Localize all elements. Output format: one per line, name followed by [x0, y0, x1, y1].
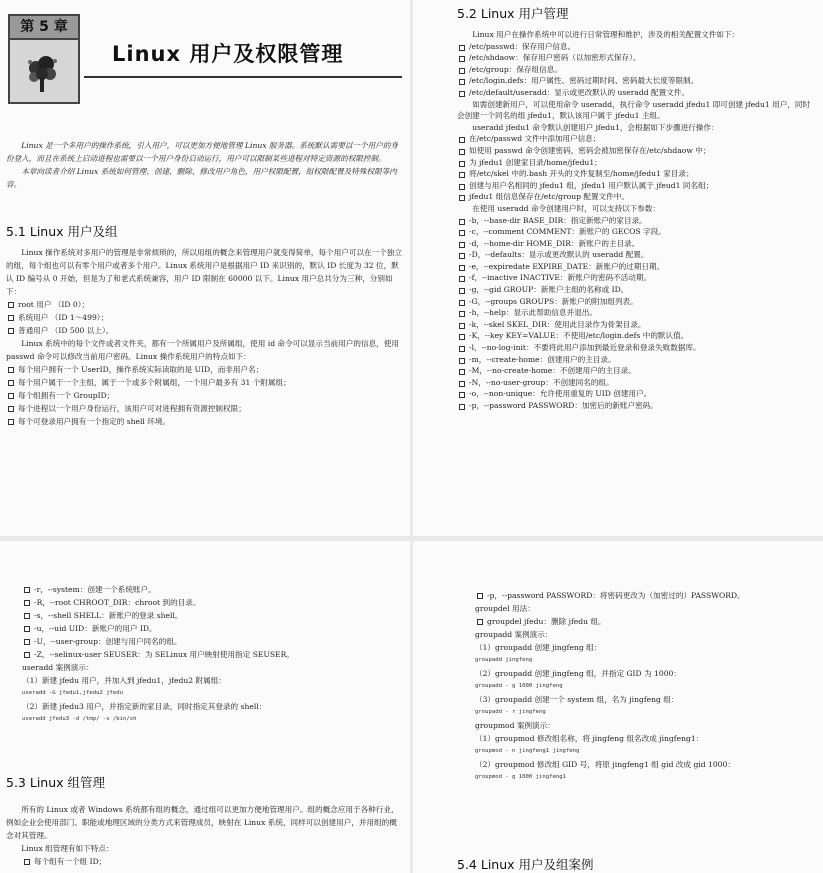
list-item: 每个用户属于一个主组，属于一个或多个附属组，一个用户最多有 31 个附属组；: [6, 376, 404, 389]
example-caption: （2）groupadd 创建 jingfeng 组，并指定 GID 为 1000：: [475, 669, 681, 678]
paragraph: Linux 组管理有如下特点：: [21, 844, 114, 853]
abstract-paragraph: 本章向读者介绍 Linux 系统如何管理、创建、删除、修改用户角色，用户权限配置，组权限配置及特殊权限等内容。: [6, 167, 397, 189]
list-item: -l，--no-log-init：不要将此用户添加到最近登录和登录失败数据库。: [457, 342, 817, 354]
list-item: -b，--base-dir BASE_DIR：指定新账户的家目录。: [457, 215, 817, 227]
code-line: groupadd - g 1000 jingfeng: [475, 683, 563, 689]
list-item: -p，--password PASSWORD：加密后的新账户密码。: [457, 400, 817, 412]
list-item: /etc/group：保存组信息。: [457, 64, 817, 76]
list-item: 每个用户拥有一个 UserID，操作系统实际读取的是 UID，而非用户名；: [6, 363, 404, 376]
groupadd-title: groupadd 案例演示：: [475, 630, 553, 639]
example-caption: （2）新建 jfedu3 用户，并指定新的家目录，同时指定其登录的 shell：: [22, 702, 267, 711]
code-line: useradd jfedu3 -d /tmp/ -s /bin/sh: [22, 716, 137, 722]
section-5-3-body: [6, 803, 404, 868]
user-types-list: [6, 298, 404, 337]
list-item: 系统用户 （ID 1～499）；: [6, 311, 404, 324]
section-5-1-body: [6, 246, 404, 428]
useradd-params-list: [22, 583, 404, 661]
list-item: -G，--groups GROUPS：新账户的附加组列表。: [457, 296, 817, 308]
abstract-paragraph: Linux 是一个多用户的操作系统，引入用户，可以更加方便地管理 Linux 服务器。系统默认需要以一个用户的身份登入，而且在系统上启动进程也需要以一个用户身份启动运行，用户可以限制某些进程对特定资源的权限控制。: [6, 141, 399, 163]
code-line: groupmod - n jingfeng1 jingfeng: [475, 748, 580, 754]
code-line: useradd -G jfedu1,jfedu2 jfedu: [22, 690, 124, 696]
paragraph: Linux 系统中的每个文件或者文件夹，都有一个所属用户及所属组，使用 id 命令可以显示当前用户的信息，使用 passwd 命令可以修改当前用户密码。Linux 操作系统用户的特点如下：: [6, 339, 399, 361]
list-item: 每个组有一个组 ID；: [22, 855, 404, 868]
list-item: /etc/default/useradd：显示或更改默认的 useradd 配置文件。: [457, 87, 817, 99]
example-caption: （1）groupmod 修改组名称，将 jingfeng 组名改成 jingfeng1：: [475, 734, 704, 743]
example-caption: （3）groupadd 创建一个 system 组，名为 jingfeng 组：: [475, 695, 679, 704]
section-5-2-body: [457, 29, 817, 412]
list-item: 每个进程以一个用户身份运行，该用户可对进程拥有资源控制权限；: [6, 402, 404, 415]
section-heading-5-3: 5.3 Linux 组管理: [6, 775, 106, 790]
list-item: -k，--skel SKEL_DIR：使用此目录作为骨架目录。: [457, 319, 817, 331]
list-item: 将/etc/skel 中的.bash 开头的文件复制至/home/jfedu1 家目录；: [457, 168, 817, 180]
list-item: -r，--system：创建一个系统账户。: [22, 583, 404, 596]
list-item: jfedu1 组信息保存在/etc/group 配置文件中。: [457, 191, 817, 203]
param-list: [475, 589, 815, 602]
list-item: -K，--key KEY=VALUE：不使用/etc/login.defs 中的默认值。: [457, 330, 817, 342]
chapter-rule: [84, 76, 402, 78]
list-item: 每个组拥有一个 GroupID；: [6, 389, 404, 402]
config-files-list: [457, 41, 817, 99]
list-item: -D，--defaults：显示或更改默认的 useradd 配置。: [457, 249, 817, 261]
paragraph: Linux 用户在操作系统中可以进行日常管理和维护，涉及的相关配置文件如下：: [472, 30, 740, 39]
list-item: -u，--uid UID：新账户的用户 ID。: [22, 622, 404, 635]
list-item: root 用户 （ID 0）；: [6, 298, 404, 311]
page-2: [413, 0, 823, 536]
list-item: -s，--shell SHELL：新账户的登录 shell。: [22, 609, 404, 622]
code-line: groupadd jingfeng: [475, 657, 533, 663]
list-item: -f，--inactive INACTIVE：新账户的密码不活动期。: [457, 272, 817, 284]
list-item: 在/etc/passwd 文件中添加用户信息；: [457, 133, 817, 145]
list-item: -o，--non-unique：允许使用重复的 UID 创建用户。: [457, 388, 817, 400]
list-item: -Z，--selinux-user SEUSER：为 SELinux 用户映射使用指定 SEUSER。: [22, 648, 404, 661]
list-item: -e，--expiredate EXPIRE_DATE：新账户的过期日期。: [457, 261, 817, 273]
section-heading-5-1: 5.1 Linux 用户及组: [6, 224, 118, 239]
list-item: -p，--password PASSWORD：将密码更改为（加密过的）PASSWORD。: [475, 589, 815, 602]
example-caption: （1）groupadd 创建 jingfeng 组：: [475, 643, 602, 652]
list-item: -R，--root CHROOT_DIR：chroot 到的目录。: [22, 596, 404, 609]
demo-title: useradd 案例演示：: [22, 663, 94, 672]
list-item: /etc/shdaow：保存用户密码（以加密形式保存）。: [457, 52, 817, 64]
example-caption: （1）新建 jfedu 用户，并加入到 jfedu1，jfedu2 附属组：: [22, 676, 226, 685]
chapter-title: Linux 用户及权限管理: [112, 42, 344, 66]
code-line: groupmod - g 1000 jingfeng1: [475, 774, 566, 780]
groupmod-title: groupmod 案例演示：: [475, 721, 555, 730]
groupdel-title: groupdel 用法：: [475, 604, 535, 613]
section-heading-5-4: 5.4 Linux 用户及组案例: [457, 857, 594, 872]
useradd-params-continued: [22, 583, 404, 726]
list-item: 如使用 passwd 命令创建密码，密码会被加密保存在/etc/shdaow 中；: [457, 145, 817, 157]
list-item: -c，--comment COMMENT：新账户的 GECOS 字段。: [457, 226, 817, 238]
useradd-steps-list: [457, 133, 817, 203]
code-line: groupadd - r jingfeng: [475, 709, 546, 715]
paragraph: 在使用 useradd 命令创建用户时，可以支持以下参数：: [472, 203, 661, 213]
list-item: 普通用户 （ID 500 以上）。: [6, 324, 404, 337]
useradd-params-list: [457, 215, 817, 412]
paragraph: 如需创建新用户，可以使用命令 useradd，执行命令 useradd jfedu1 即可创建 jfedu1 用户，同时会创建一个同名的组 jfedu1，默认该用户属于 jfedu1 主组。: [457, 99, 811, 121]
list-item: groupdel jfedu：删除 jfedu 组。: [475, 615, 815, 628]
groupadd-examples: [475, 589, 815, 784]
paragraph: Linux 操作系统对多用户的管理是非常烦琐的，所以用组的概念来管理用户就变得简单，每个用户可以在一个独立的组，每个组也可以有零个用户或者多个用户。Linux 系统用户是根据用户 ID 来识别的，默认 ID 长度为 32 位，默认 ID 编号从 0 开始，但是为了和老式系统兼容，用户 ID 限制在 60000 以下。Linux 用户总共分为三种，分别如下：: [6, 248, 403, 296]
example-caption: （2）groupmod 修改组 GID 号，将原 jingfeng1 组 gid 改成 gid 1000：: [475, 760, 735, 769]
features-list: [6, 363, 404, 428]
groupdel-list: [475, 615, 815, 628]
list-item: /etc/login.defs：用户属性、密码过期时间、密码最大长度等限制。: [457, 75, 817, 87]
chapter-label: 第 5 章: [8, 14, 80, 40]
list-item: 每个可登录用户拥有一个指定的 shell 环境。: [6, 415, 404, 428]
list-item: -g，--gid GROUP：新账户主组的名称或 ID。: [457, 284, 817, 296]
list-item: /etc/passwd：保存用户信息。: [457, 41, 817, 53]
list-item: -U，--user-group：创建与用户同名的组。: [22, 635, 404, 648]
list-item: -m，--create-home：创建用户的主目录。: [457, 354, 817, 366]
list-item: 创建与用户名相同的 jfedu1 组，jfedu1 用户默认属于 jfeud1 同名组；: [457, 180, 817, 192]
chapter-abstract: [6, 139, 404, 191]
section-heading-5-2: 5.2 Linux 用户管理: [457, 6, 569, 21]
paragraph: 所有的 Linux 或者 Windows 系统都有组的概念，通过组可以更加方便地管理用户。组的概念应用于各种行业，例如企业会使用部门、职能或地理区域的分类方式来管理成员，映射在 Linux 系统，同样可以创建用户，并用组的概念对其管理。: [6, 805, 399, 840]
group-features-list: [6, 855, 404, 868]
tree-icon: [22, 52, 62, 96]
list-item: -N，--no-user-group：不创建同名的组。: [457, 377, 817, 389]
list-item: 为 jfedu1 创建家目录/home/jfedu1；: [457, 157, 817, 169]
paragraph: useradd jfedu1 命令默认创建用户 jfedu1，会根据如下步骤进行操作：: [472, 122, 719, 132]
page-1: [0, 0, 410, 536]
page-4: [413, 541, 823, 873]
list-item: -M，--no-create-home：不创建用户的主目录。: [457, 365, 817, 377]
list-item: -d，--home-dir HOME_DIR：新账户的主目录。: [457, 238, 817, 250]
page-3: [0, 541, 410, 873]
list-item: -h，--help：显示此帮助信息并退出。: [457, 307, 817, 319]
